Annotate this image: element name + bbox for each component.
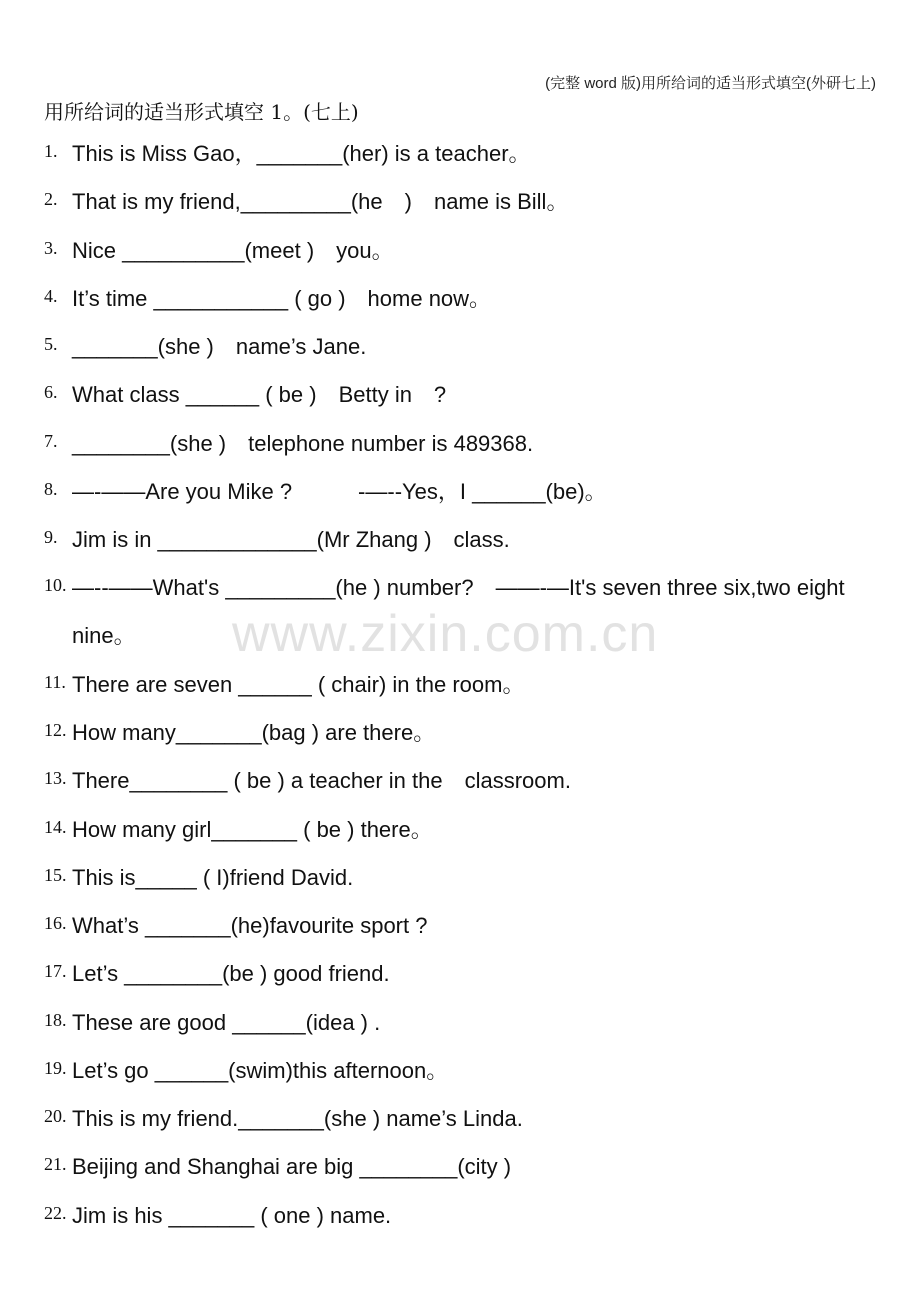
item-number: 20. bbox=[44, 1106, 67, 1126]
exercise-item bbox=[44, 371, 884, 419]
item-text: That is my friend,_________(he ) name is Bill。 bbox=[72, 189, 569, 215]
exercise-list bbox=[44, 130, 884, 1240]
exercise-item bbox=[44, 950, 884, 998]
item-number: 4. bbox=[44, 285, 58, 306]
exercise-item bbox=[44, 178, 884, 226]
exercise-item bbox=[44, 1192, 884, 1240]
item-text: What class ______ ( be ) Betty in ? bbox=[72, 382, 447, 408]
item-number: 22. bbox=[44, 1202, 67, 1223]
item-number: 21. bbox=[44, 1154, 67, 1175]
item-number: 16. bbox=[44, 913, 67, 933]
item-text: How many_______(bag ) are there。 bbox=[72, 720, 436, 745]
item-text: Jim is his _______ ( one ) name. bbox=[72, 1202, 392, 1228]
exercise-item bbox=[44, 709, 884, 757]
item-number: 15. bbox=[44, 864, 67, 885]
exercise-item bbox=[44, 323, 884, 371]
item-number: 8. bbox=[44, 478, 58, 499]
item-text: This is Miss Gao，_______(her) is a teacher。 bbox=[72, 141, 531, 166]
item-text: This is_____ ( I)friend David. bbox=[72, 864, 354, 890]
exercise-item bbox=[44, 806, 884, 854]
exercise-item bbox=[44, 999, 884, 1047]
exercise-item bbox=[44, 468, 884, 516]
item-number: 2. bbox=[44, 189, 58, 210]
item-number: 19. bbox=[44, 1057, 67, 1078]
item-text: Let’s ________(be ) good friend. bbox=[72, 961, 390, 987]
item-number: 10. bbox=[44, 575, 67, 596]
item-number: 11. bbox=[44, 671, 66, 692]
item-text: This is my friend._______(she ) name’s Linda. bbox=[72, 1106, 523, 1131]
item-number: 9. bbox=[44, 527, 58, 547]
exercise-item bbox=[44, 275, 884, 323]
item-text: Beijing and Shanghai are big ________(city ) bbox=[72, 1154, 512, 1180]
item-text: Let’s go ______(swim)this afternoon。 bbox=[72, 1057, 449, 1083]
item-text: _______(she ) name’s Jane. bbox=[72, 334, 367, 359]
item-text: Nice __________(meet ) you。 bbox=[72, 237, 394, 263]
item-text: —--——What's _________(he ) number? ——-—It's seven three six,two eight nine。 bbox=[72, 575, 845, 649]
item-number: 7. bbox=[44, 430, 58, 451]
item-text: ________(she ) telephone number is 489368. bbox=[72, 430, 534, 456]
exercise-item bbox=[44, 130, 884, 178]
item-text: These are good ______(idea ) . bbox=[72, 1009, 381, 1035]
exercise-item bbox=[44, 1047, 884, 1095]
exercise-item bbox=[44, 902, 884, 950]
item-text: It’s time ___________ ( go ) home now。 bbox=[72, 285, 492, 311]
exercise-item bbox=[44, 661, 884, 709]
exercise-item bbox=[44, 420, 884, 468]
item-number: 13. bbox=[44, 768, 67, 789]
item-number: 5. bbox=[44, 334, 58, 354]
item-number: 18. bbox=[44, 1009, 67, 1030]
item-text: —-——Are you Mike ? -—--Yes，I ______(be)。 bbox=[72, 478, 607, 504]
item-text: Jim is in _____________(Mr Zhang ) class. bbox=[72, 527, 510, 552]
watermark: www.zixin.com.cn bbox=[232, 605, 659, 663]
item-number: 17. bbox=[44, 961, 67, 982]
exercise-item bbox=[44, 1095, 884, 1143]
header-note: (完整 word 版)用所给词的适当形式填空(外研七上) bbox=[545, 75, 876, 92]
item-number: 14. bbox=[44, 816, 67, 837]
exercise-item bbox=[44, 854, 884, 902]
document-title: 用所给词的适当形式填空 1。(七上) bbox=[44, 100, 359, 124]
exercise-item bbox=[44, 227, 884, 275]
item-text: There are seven ______ ( chair) in the room。 bbox=[72, 671, 525, 697]
item-text: There________ ( be ) a teacher in the classroom. bbox=[72, 768, 571, 794]
exercise-item bbox=[44, 757, 884, 805]
item-number: 3. bbox=[44, 237, 58, 258]
item-number: 6. bbox=[44, 382, 58, 403]
exercise-item bbox=[44, 1143, 884, 1191]
item-text: What’s _______(he)favourite sport ? bbox=[72, 913, 428, 938]
item-text: How many girl_______ ( be ) there。 bbox=[72, 816, 433, 842]
exercise-item bbox=[44, 516, 884, 564]
exercise-item bbox=[44, 564, 884, 661]
item-number: 1. bbox=[44, 141, 58, 161]
item-number: 12. bbox=[44, 720, 67, 740]
